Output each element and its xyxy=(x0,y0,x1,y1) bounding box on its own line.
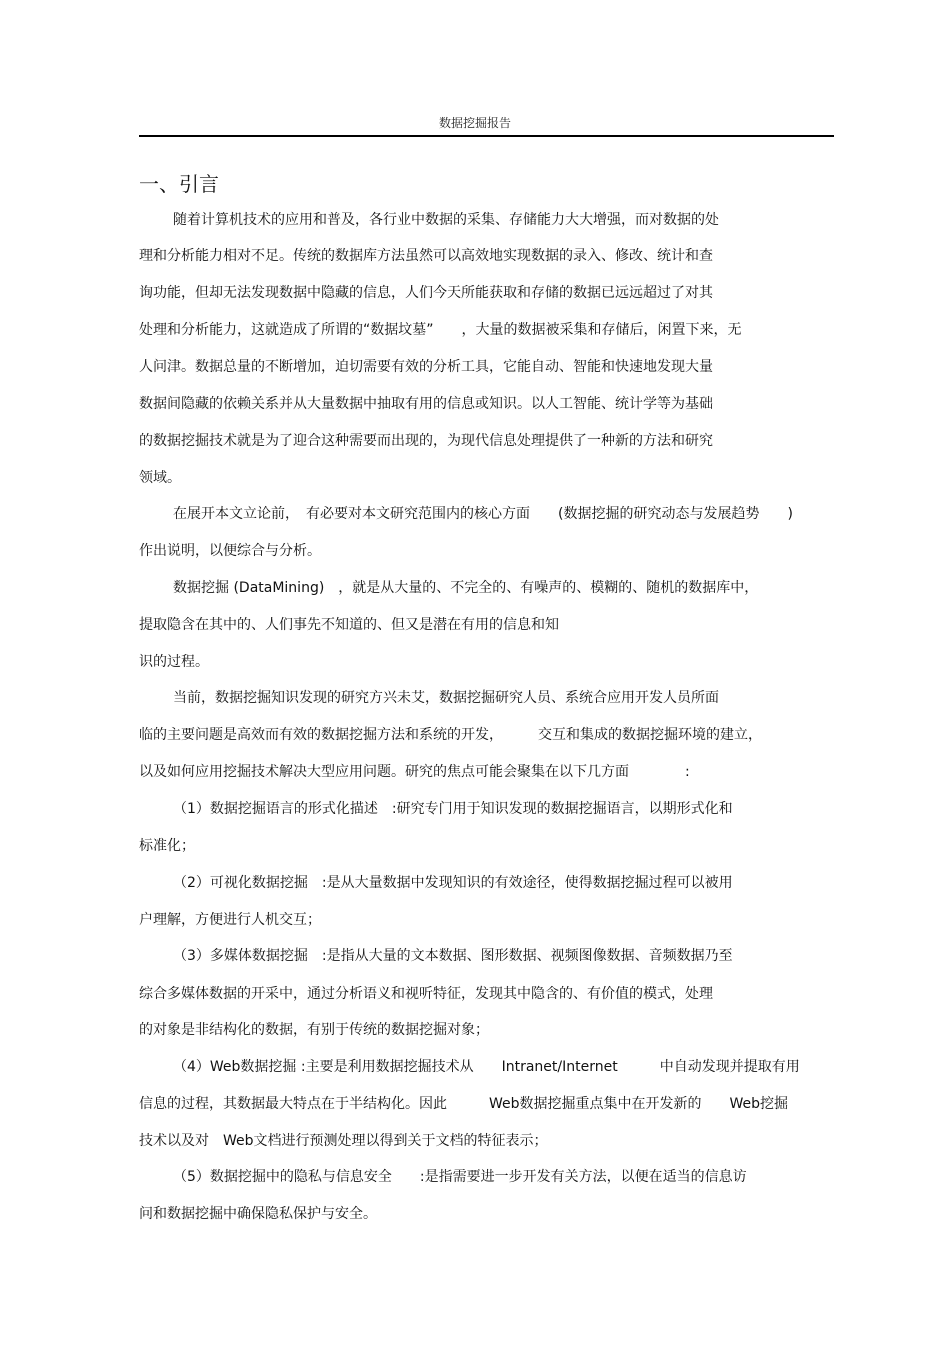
text-line: （4）Web数据挖掘 :主要是利用数据挖掘技术从 Intranet/Internet 中自动发现并提取有用 xyxy=(173,1059,800,1075)
section-heading: 一、引言 xyxy=(139,172,219,196)
text-line: 领域。 xyxy=(139,470,181,486)
text-line: （1）数据挖掘语言的形式化描述 :研究专门用于知识发现的数据挖掘语言，以期形式化和 xyxy=(173,801,733,817)
text-line: 问和数据挖掘中确保隐私保护与安全。 xyxy=(139,1206,377,1222)
text-line: （3）多媒体数据挖掘 :是指从大量的文本数据、图形数据、视频图像数据、音频数据乃至 xyxy=(173,948,733,964)
text-line: 作出说明，以便综合与分析。 xyxy=(139,543,321,559)
page-header-title: 数据挖掘报告 xyxy=(438,116,511,130)
text-line: 的数据挖掘技术就是为了迎合这种需要而出现的，为现代信息处理提供了一种新的方法和研究 xyxy=(139,433,713,449)
text-line: 在展开本文立论前， 有必要对本文研究范围内的核心方面 (数据挖掘的研究动态与发展趋势 ) xyxy=(173,506,793,522)
text-line: 询功能，但却无法发现数据中隐藏的信息，人们今天所能获取和存储的数据已远远超过了对其 xyxy=(139,285,713,301)
text-line: 提取隐含在其中的、人们事先不知道的、但又是潜在有用的信息和知 xyxy=(139,617,559,633)
text-line: 随着计算机技术的应用和普及，各行业中数据的采集、存储能力大大增强，而对数据的处 xyxy=(173,212,719,228)
text-line: 综合多媒体数据的开采中，通过分析语义和视听特征，发现其中隐含的、有价值的模式，处理 xyxy=(139,986,713,1002)
text-line: 数据间隐藏的依赖关系并从大量数据中抽取有用的信息或知识。以人工智能、统计学等为基础 xyxy=(139,396,713,412)
text-line: 户理解，方便进行人机交互； xyxy=(139,912,321,928)
text-line: 处理和分析能力，这就造成了所谓的“数据坟墓” ，大量的数据被采集和存储后，闲置下来，无 xyxy=(139,322,742,338)
text-line: 技术以及对 Web文档进行预测处理以得到关于文档的特征表示； xyxy=(139,1133,548,1149)
text-line: 以及如何应用挖掘技术解决大型应用问题。研究的焦点可能会聚集在以下几方面 : xyxy=(139,764,690,780)
text-line: 标准化； xyxy=(139,838,195,854)
text-line: （2）可视化数据挖掘 :是从大量数据中发现知识的有效途径，使得数据挖掘过程可以被用 xyxy=(173,875,733,891)
text-line: 人问津。数据总量的不断增加，迫切需要有效的分析工具，它能自动、智能和快速地发现大量 xyxy=(139,359,713,375)
header-divider xyxy=(139,135,834,137)
text-line: 的对象是非结构化的数据，有别于传统的数据挖掘对象； xyxy=(139,1022,489,1038)
text-line: 临的主要问题是高效而有效的数据挖掘方法和系统的开发， 交互和集成的数据挖掘环境的建立， xyxy=(139,727,762,743)
text-line: 当前，数据挖掘知识发现的研究方兴未艾，数据挖掘研究人员、系统合应用开发人员所面 xyxy=(173,690,719,706)
text-line: （5）数据挖掘中的隐私与信息安全 :是指需要进一步开发有关方法，以便在适当的信息访 xyxy=(173,1169,747,1185)
text-line: 信息的过程，其数据最大特点在于半结构化。因此 Web数据挖掘重点集中在开发新的 Web挖掘 xyxy=(139,1096,789,1112)
text-line: 数据挖掘 (DataMining) ，就是从大量的、不完全的、有噪声的、模糊的、随机的数据库中， xyxy=(173,580,759,596)
text-line: 理和分析能力相对不足。传统的数据库方法虽然可以高效地实现数据的录入、修改、统计和查 xyxy=(139,248,713,264)
text-line: 识的过程。 xyxy=(139,654,209,670)
